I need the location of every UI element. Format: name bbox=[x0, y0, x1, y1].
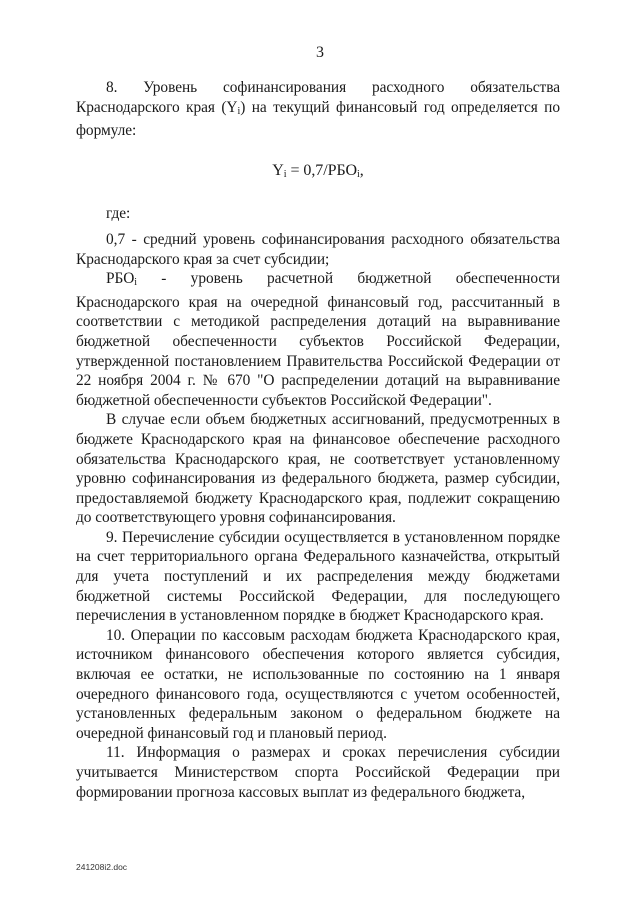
paragraph-case: В случае если объем бюджетных ассигнований, предусмотренных в бюджете Краснодарского края на финансовое обеспечение расходного обязательства Краснодарского края, не соответствует установленному уровню софинансирования из федерального бюджета, размер субсидии, предоставляемой бюджету Краснодарского края, подлежит сокращению до соответствующего уровня софинансирования. bbox=[76, 411, 560, 527]
formula-y: Y bbox=[272, 161, 284, 179]
definition-rbo-term: РБО bbox=[106, 270, 135, 288]
paragraph-10: 10. Операции по кассовым расходам бюджета Краснодарского края, источником финансового обеспечения которого является субсидия, включая ее остатки, не использованные по состоянию на 1 января очередного финансового года, осуществляются с учетом особенностей, установленных федеральным законом о федеральном бюджете на очередной финансовый год и плановый период. bbox=[76, 626, 560, 742]
definition-rbo-subscript: i bbox=[134, 277, 137, 289]
paragraph-8-text-a: 8. Уровень софинансирования расходного обязательства Краснодарского края (Y bbox=[76, 79, 560, 116]
formula bbox=[76, 161, 560, 185]
paragraph-11: 11. Информация о размерах и сроках перечисления субсидии учитывается Министерством спорта Российской Федерации при формировании прогноза кассовых выплат из федерального бюджета, bbox=[76, 744, 560, 801]
formula-rbo-subscript: i bbox=[357, 168, 360, 180]
where-label: где: bbox=[106, 205, 131, 223]
formula-rhs: = 0,7/РБО bbox=[286, 161, 358, 179]
definition-rbo-text: - уровень расчетной бюджетной обеспеченности Краснодарского края на очередной финансовый год, рассчитанный в соответствии с методикой распределения дотаций на выравнивание бюджетной обеспеченности субъектов Российской Федерации, утвержденной постановлением Правительства Российской Федерации от 22 ноября 2004 г. № 670 "О распределении дотаций на выравнивание бюджетной обеспеченности субъектов Российской Федерации". bbox=[76, 270, 560, 409]
paragraph-8 bbox=[76, 78, 560, 141]
paragraph-8-subscript: i bbox=[237, 105, 241, 117]
definition-rbo bbox=[76, 269, 560, 410]
page-number: 3 bbox=[316, 44, 324, 61]
document-body bbox=[76, 78, 560, 802]
file-footer: 241208i2.doc bbox=[76, 862, 128, 872]
paragraph-9: 9. Перечисление субсидии осуществляется в установленном порядке на счет территориального органа Федерального казначейства, открытый для учета поступлений и их распределения между бюджетами бюджетной системы Российской Федерации, для последующего перечисления в установленном порядке в бюджет Краснодарского края. bbox=[76, 528, 560, 625]
formula-end: , bbox=[359, 161, 364, 179]
formula-y-subscript: i bbox=[283, 168, 287, 180]
definition-coefficient: 0,7 - средний уровень софинансирования расходного обязательства Краснодарского края за счет субсидии; bbox=[76, 230, 560, 268]
paragraph-8-text-b: ) на текущий финансовый год определяется по формуле: bbox=[76, 98, 561, 140]
